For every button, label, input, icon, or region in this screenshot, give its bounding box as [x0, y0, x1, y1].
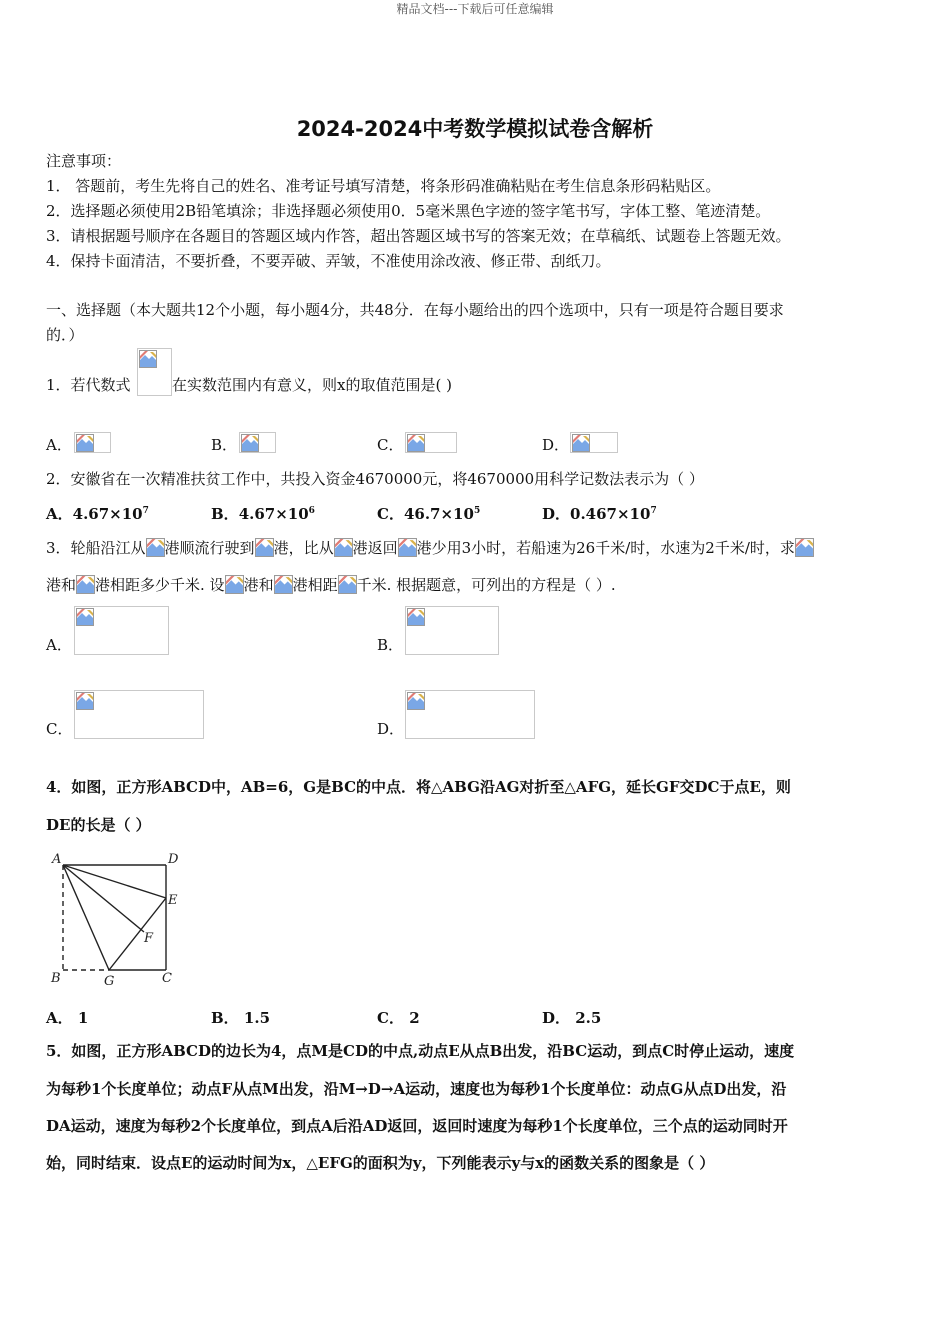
broken-image-icon — [407, 608, 425, 626]
segment-ag — [63, 865, 109, 970]
question-4-line-2: DE的长是（ ） — [46, 816, 151, 834]
question-3-line-1: 3．轮船沿江从 港顺流行驶到 港，比从 港返回 港少用3小时，若船速为26千米/时，水速为2千米/时，求 — [46, 538, 814, 558]
section-heading-cont: 的．） — [46, 326, 84, 344]
segment-af — [63, 865, 144, 932]
broken-image-icon — [76, 434, 94, 452]
question-5-line-3: DA运动，速度为每秒2个长度单位，到点A后沿AD返回，返回时速度为每秒1个长度单位，三个点的运动同时开 — [46, 1117, 788, 1135]
q1-option-a-image — [74, 432, 111, 453]
q4-option-a: A． 1 — [46, 1009, 89, 1027]
question-1-formula-image — [137, 348, 172, 396]
q3-option-d-image — [405, 690, 535, 739]
broken-image-icon — [76, 692, 94, 710]
label-c: C — [162, 971, 172, 986]
broken-image-icon — [398, 538, 417, 557]
broken-image-icon — [338, 575, 357, 594]
notice-item-1: 1． 答题前，考生先将自己的姓名、准考证号填写清楚，将条形码准确粘贴在考生信息条形码粘贴区。 — [46, 177, 721, 195]
broken-image-icon — [334, 538, 353, 557]
broken-image-icon — [241, 434, 259, 452]
broken-image-icon — [225, 575, 244, 594]
label-g: G — [104, 974, 115, 989]
broken-image-icon — [274, 575, 293, 594]
label-f: F — [144, 931, 154, 946]
q3-option-a-image — [74, 606, 169, 655]
notice-item-3: 3．请根据题号顺序在各题目的答题区域内作答，超出答题区域书写的答案无效；在草稿纸、试题卷上答题无效。 — [46, 227, 791, 245]
question-1-post: 在实数范围内有意义，则x的取值范围是( ) — [172, 376, 452, 394]
broken-image-icon — [795, 538, 814, 557]
page-title: 2024-2024中考数学模拟试卷含解析 — [296, 117, 654, 141]
notice-item-2: 2．选择题必须使用2B铅笔填涂；非选择题必须使用0．5毫米黑色字迹的签字笔书写，字体工整、笔迹清楚。 — [46, 202, 771, 220]
q1-option-d-image — [570, 432, 618, 453]
label-d: D — [168, 852, 179, 867]
q3-option-b-image — [405, 606, 499, 655]
label-a: A — [52, 852, 62, 867]
q3-option-c-image — [74, 690, 204, 739]
broken-image-icon — [407, 692, 425, 710]
question-1-pre: 1．若代数式 — [46, 376, 131, 394]
notice-item-4: 4．保持卡面清洁，不要折叠，不要弄破、弄皱，不准使用涂改液、修正带、刮纸刀。 — [46, 252, 611, 270]
segment-ge — [109, 898, 166, 970]
q1-option-a-label: A． — [46, 436, 72, 454]
label-e: E — [168, 893, 178, 908]
section-heading: 一、选择题（本大题共12个小题，每小题4分，共48分．在每小题给出的四个选项中，只有一项是符合题目要求 — [46, 301, 784, 319]
q4-option-b: B． 1.5 — [211, 1009, 271, 1027]
q1-option-b-label: B． — [211, 436, 238, 454]
question-5-line-1: 5．如图，正方形ABCD的边长为4，点M是CD的中点,动点E从点B出发，沿BC运动，到点C时停止运动，速度 — [46, 1042, 795, 1060]
q2-option-a: A．$4.67\times 10^7$ — [46, 505, 149, 523]
q3-option-c-label: C． — [46, 720, 73, 738]
q2-option-b: B．$4.67\times 10^6$ — [211, 505, 315, 523]
label-b: B — [51, 971, 61, 986]
page-header: 精品文档---下载后可任意编辑 — [396, 2, 554, 16]
q1-option-c-image — [405, 432, 457, 453]
q3-option-b-label: B． — [377, 636, 404, 654]
question-2-stem: 2．安徽省在一次精准扶贫工作中，共投入资金4670000元，将4670000用科学记数法表示为（ ） — [46, 470, 704, 488]
segment-ae — [63, 865, 166, 898]
broken-image-icon — [146, 538, 165, 557]
square-fold-figure — [46, 848, 191, 990]
q4-option-d: D． 2.5 — [542, 1009, 602, 1027]
broken-image-icon — [76, 575, 95, 594]
question-5-line-4: 始，同时结束．设点E的运动时间为x，△EFG的面积为y，下列能表示y与x的函数关系的图象是（ ） — [46, 1154, 715, 1172]
broken-image-icon — [255, 538, 274, 557]
q1-option-d-label: D． — [542, 436, 570, 454]
q2-option-c: C．$46.7\times 10^5$ — [377, 505, 481, 523]
q3-option-d-label: D． — [377, 720, 405, 738]
broken-image-icon — [139, 350, 157, 368]
q2-option-d: D．$0.467\times 10^7$ — [542, 505, 657, 523]
q4-option-c: C． 2 — [377, 1009, 420, 1027]
broken-image-icon — [76, 608, 94, 626]
question-3-line-2: 港和 港相距多少千米. 设 港和 港相距 千米. 根据题意，可列出的方程是（ ）. — [46, 576, 616, 594]
question-4-line-1: 4．如图，正方形ABCD中，AB=6，G是BC的中点．将△ABG沿AG对折至△AFG，延长GF交DC于点E，则 — [46, 778, 791, 796]
question-5-line-2: 为每秒1个长度单位；动点F从点M出发，沿M→D→A运动，速度也为每秒1个长度单位：动点G从点D出发，沿 — [46, 1080, 787, 1098]
q1-option-b-image — [239, 432, 276, 453]
notice-heading: 注意事项： — [46, 152, 122, 170]
broken-image-icon — [407, 434, 425, 452]
q1-option-c-label: C． — [377, 436, 404, 454]
broken-image-icon — [572, 434, 590, 452]
q3-option-a-label: A． — [46, 636, 72, 654]
